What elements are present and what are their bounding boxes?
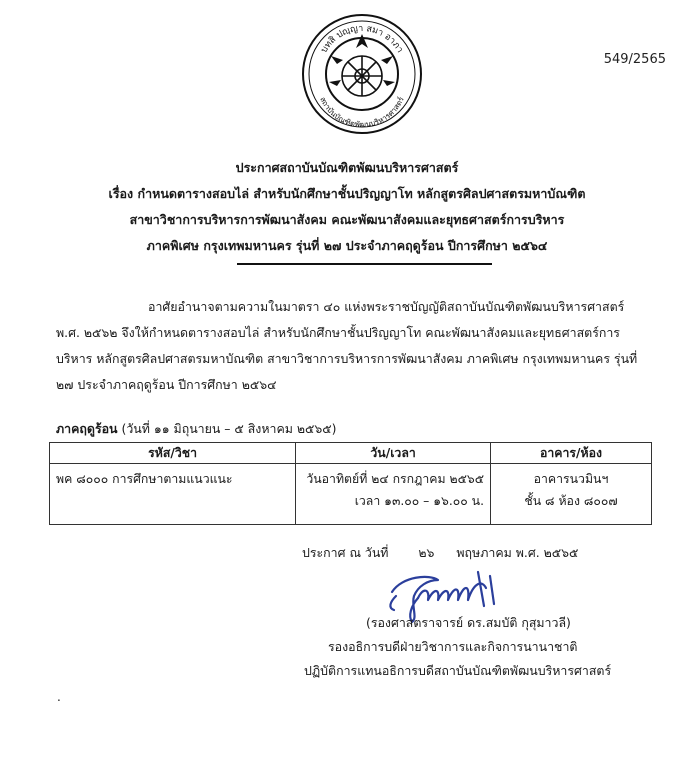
exam-schedule-table [49, 442, 652, 525]
signer-position: รองอธิการบดีฝ่ายวิชาการและกิจการนานาชาติ [328, 639, 578, 654]
body-paragraph-line4: ๒๗ ประจำภาคฤดูร้อน ปีการศึกษา ๒๕๖๔ [56, 377, 277, 392]
announcement-date [302, 544, 578, 563]
column-header-datetime: วัน/เวลา [296, 443, 491, 464]
term-label: ภาคฤดูร้อน [56, 421, 118, 436]
exam-time: เวลา ๑๓.๐๐ – ๑๖.๐๐ น. [354, 494, 484, 508]
signer-acting-position: ปฏิบัติการแทนอธิการบดีสถาบันบัณฑิตพัฒนบริหารศาสตร์ [304, 663, 612, 678]
room-cell [491, 464, 652, 525]
column-header-room: อาคาร/ห้อง [491, 443, 652, 464]
stray-mark: . [57, 690, 61, 704]
announcement-subject-line1: เรื่อง กำหนดตารางสอบไล่ สำหรับนักศึกษาชั้นปริญญาโท หลักสูตรศิลปศาสตรมหาบัณฑิต [108, 186, 586, 201]
document-number: 549/2565 [603, 52, 666, 67]
building-name: อาคารนวมินฯ [533, 472, 609, 486]
body-paragraph-line3: บริหาร หลักสูตรศิลปศาสตรมหาบัณฑิต สาขาวิชาการบริหารการพัฒนาสังคม ภาคพิเศษ กรุงเทพมหานคร รุ่นที่ [56, 351, 638, 366]
announcement-subject-line2: สาขาวิชาการบริหารการพัฒนาสังคม คณะพัฒนาสังคมและยุทธศาสตร์การบริหาร [129, 212, 565, 227]
seal-institute-name: สถาบันบัณฑิตพัฒนบริหารศาสตร์ [318, 95, 406, 130]
exam-date: วันอาทิตย์ที่ ๒๔ กรกฎาคม ๒๕๖๕ [306, 472, 484, 486]
column-header-course: รหัส/วิชา [50, 443, 296, 464]
body-paragraph-line2: พ.ศ. ๒๕๖๒ จึงให้กำหนดตารางสอบไล่ สำหรับนักศึกษาชั้นปริญญาโท คณะพัฒนาสังคมและยุทธศาสตร์การ [56, 325, 620, 340]
datetime-cell [296, 464, 491, 525]
room-number: ชั้น ๘ ห้อง ๘๐๐๗ [524, 494, 618, 508]
announcement-subject-line3: ภาคพิเศษ กรุงเทพมหานคร รุ่นที่ ๒๗ ประจำภาคฤดูร้อน ปีการศึกษา ๒๕๖๔ [146, 238, 548, 253]
body-paragraph-line1: อาศัยอำนาจตามความในมาตรา ๔๐ แห่งพระราชบัญญัติสถาบันบัณฑิตพัฒนบริหารศาสตร์ [148, 299, 625, 314]
term-heading [56, 420, 337, 439]
announcement-title: ประกาศสถาบันบัณฑิตพัฒนบริหารศาสตร์ [235, 160, 459, 175]
heading-divider [237, 263, 492, 265]
announce-day: ๒๖ [418, 545, 435, 560]
table-row [50, 464, 652, 525]
course-cell [50, 464, 296, 525]
course-name: พค ๘๐๐๐ การศึกษาตามแนวแนะ [56, 472, 233, 486]
announce-month-year: พฤษภาคม พ.ศ. ๒๕๖๕ [456, 545, 579, 560]
signer-name: (รองศาสตราจารย์ ดร.สมบัติ กุสุมาวลี) [366, 615, 571, 630]
term-dates: (วันที่ ๑๑ มิถุนายน – ๕ สิงหาคม ๒๕๖๕) [121, 421, 337, 436]
table-header-row [50, 443, 652, 464]
seal-motto: บทสิ ปญฺญา สมา อาภา [319, 23, 405, 55]
institute-seal-icon [301, 12, 423, 136]
announce-prefix: ประกาศ ณ วันที่ [302, 545, 389, 560]
